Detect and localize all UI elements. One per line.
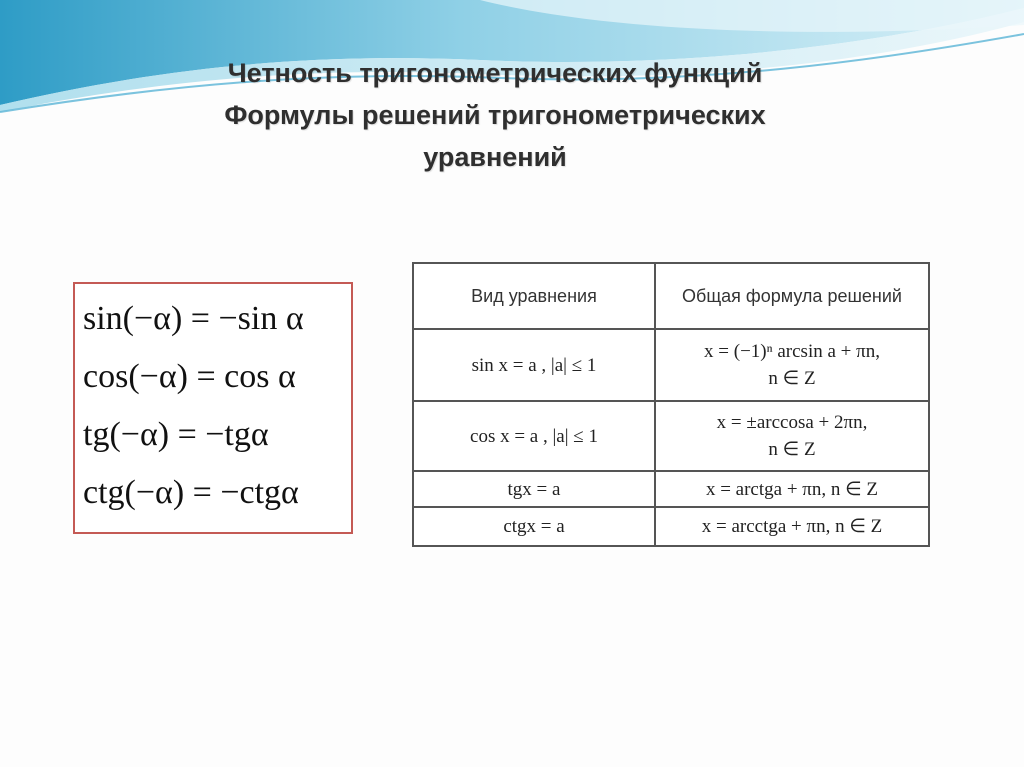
parity-formula-tg: tg(−α) = −tgα xyxy=(83,416,269,453)
equation-cell: tgx = a xyxy=(413,471,655,507)
table-row xyxy=(413,329,929,401)
table-row xyxy=(413,507,929,546)
equation-cell: ctgx = a xyxy=(413,507,655,546)
equation-cell: cos x = a , |a| ≤ 1 xyxy=(413,401,655,471)
header-general-formula: Общая формула решений xyxy=(655,263,929,329)
formula-cell xyxy=(655,401,929,471)
formula-line: n ∈ Z xyxy=(768,439,816,460)
parity-formula-ctg: ctg(−α) = −ctgα xyxy=(83,474,299,511)
slide-title xyxy=(100,52,890,178)
table-header-row xyxy=(413,263,929,329)
formula-line: x = (−1)ⁿ arcsin a + πn, xyxy=(704,341,880,362)
parity-formula-cos: cos(−α) = cos α xyxy=(83,358,296,395)
title-line-2: Формулы решений тригонометрических xyxy=(224,100,766,130)
equation-cell: sin x = a , |a| ≤ 1 xyxy=(413,329,655,401)
formula-cell: x = arctga + πn, n ∈ Z xyxy=(655,471,929,507)
formula-line: x = ±arccosa + 2πn, xyxy=(716,412,868,433)
header-equation-type: Вид уравнения xyxy=(413,263,655,329)
formula-line: n ∈ Z xyxy=(768,368,816,389)
solutions-table xyxy=(412,262,930,547)
table-row xyxy=(413,471,929,507)
title-line-3: уравнений xyxy=(423,142,567,172)
formula-cell xyxy=(655,329,929,401)
parity-formulas-box xyxy=(73,282,353,534)
table-row xyxy=(413,401,929,471)
formula-cell: x = arcctga + πn, n ∈ Z xyxy=(655,507,929,546)
title-line-1: Четность тригонометрических функций xyxy=(227,58,763,88)
parity-formula-sin: sin(−α) = −sin α xyxy=(83,300,304,337)
